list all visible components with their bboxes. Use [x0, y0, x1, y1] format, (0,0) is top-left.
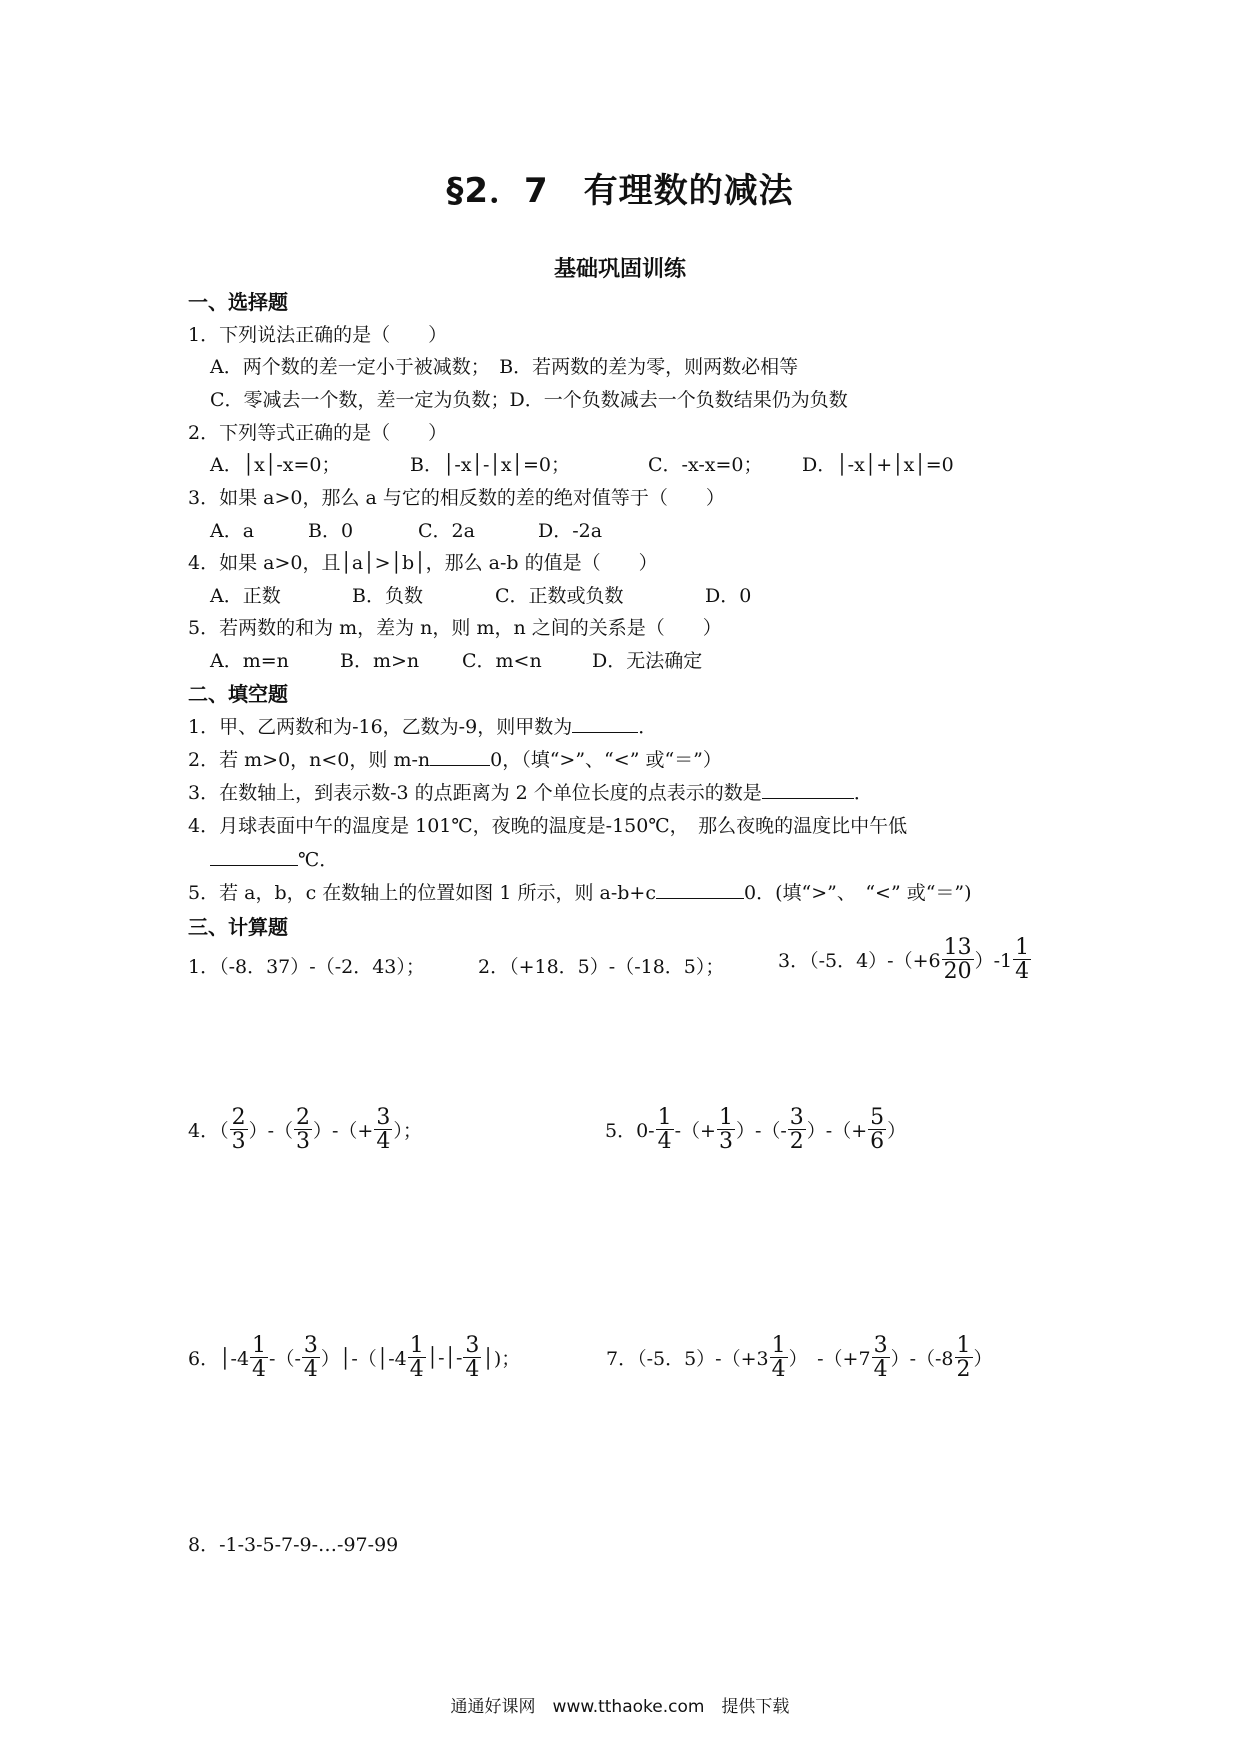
numerator: 3	[303, 1333, 318, 1358]
fraction	[408, 1334, 426, 1381]
numerator: 2	[296, 1105, 311, 1130]
fill-q4-tail: ℃．	[298, 849, 339, 871]
denominator: 6	[870, 1129, 885, 1155]
fraction	[230, 1106, 248, 1153]
fill-q2-text: 2．若 m>0，n<0，则 m-n	[188, 749, 431, 771]
denominator: 4	[1015, 959, 1030, 985]
calc-problem-3	[778, 936, 1032, 983]
choice-q5-option-d: D．无法确定	[592, 650, 703, 672]
choice-q2-option-b: B．│-x│-│x│=0；	[410, 454, 570, 476]
choice-q1-options-cd: C．零减去一个数，差一定为负数；D．一个负数减去一个负数结果仍为负数	[210, 389, 848, 411]
choice-q3-option-b: B．0	[308, 520, 354, 542]
numerator: 2	[231, 1105, 246, 1130]
choice-q3-stem: 3．如果 a>0，那么 a 与它的相反数的差的绝对值等于（ ）	[188, 487, 725, 509]
denominator: 4	[771, 1357, 786, 1383]
numerator: 1	[1015, 935, 1030, 960]
denominator: 4	[657, 1129, 672, 1155]
denominator: 4	[303, 1357, 318, 1383]
calc-p4-text: 4．（	[188, 1120, 229, 1143]
choice-q3-option-c: C．2a	[418, 520, 475, 542]
numerator: 1	[252, 1333, 267, 1358]
calc-p6-text: │-│-	[426, 1346, 463, 1369]
calc-p5-text: ）-（-	[735, 1120, 787, 1143]
fraction	[942, 936, 974, 983]
fraction	[1013, 936, 1031, 983]
calc-p5-text: 5．0-	[605, 1120, 655, 1143]
numerator: 13	[943, 935, 972, 960]
page-title: §2．7 有理数的减法	[446, 171, 794, 211]
calc-p4-text: ）-（+	[313, 1120, 374, 1143]
calc-p7-text: ）	[973, 1348, 993, 1371]
numerator: 3	[873, 1333, 888, 1358]
calc-p5-text: -（+	[674, 1120, 716, 1143]
calc-problem-6	[188, 1334, 520, 1381]
calc-p3-text: 3．（-5．4）-（+6	[778, 950, 941, 973]
section-heading-fill: 二、填空题	[188, 682, 288, 706]
fill-q1-tail: ．	[638, 716, 658, 738]
choice-q1-stem: 1．下列说法正确的是（ ）	[188, 324, 448, 346]
fraction	[770, 1334, 788, 1381]
fill-q2-tail: 0，（填“>”、“<” 或“＝”）	[490, 749, 722, 771]
answer-blank[interactable]	[656, 880, 744, 899]
numerator: 3	[465, 1333, 480, 1358]
calc-p8-text: 8．-1-3-5-7-9-…-97-99	[188, 1534, 399, 1556]
choice-q4-option-a: A．正数	[210, 585, 281, 607]
fraction	[302, 1334, 320, 1381]
numerator: 1	[657, 1105, 672, 1130]
choice-q4-option-c: C．正数或负数	[495, 585, 624, 607]
fill-q5	[188, 878, 972, 905]
calc-p6-text: 6．│-4	[188, 1348, 250, 1371]
fill-q2	[188, 745, 722, 772]
calc-p3-text: ）-1	[974, 950, 1013, 973]
calc-p6-text: ）│-（│-4	[320, 1348, 407, 1371]
section-heading-choice: 一、选择题	[188, 290, 288, 314]
fraction	[717, 1106, 735, 1153]
choice-q2-option-c: C．-x-x=0；	[648, 454, 763, 476]
numerator: 5	[870, 1105, 885, 1130]
answer-blank[interactable]	[210, 847, 298, 866]
choice-q5-stem: 5．若两数的和为 m，差为 n，则 m，n 之间的关系是（ ）	[188, 617, 722, 639]
denominator: 3	[718, 1129, 733, 1155]
choice-q5-option-b: B．m>n	[340, 650, 420, 672]
section-heading-calc: 三、计算题	[188, 915, 288, 939]
fill-q3-text: 3．在数轴上，到表示数-3 的点距离为 2 个单位长度的点表示的数是	[188, 782, 762, 804]
fill-q3-tail: ．	[853, 782, 873, 804]
calc-problem-1	[188, 952, 425, 979]
choice-q3-option-a: A．a	[210, 520, 255, 542]
calc-p1-text: 1．（-8．37）-（-2．43）；	[188, 956, 425, 978]
choice-q2-option-a: A．│x│-x=0；	[210, 454, 341, 476]
fill-q1-text: 1．甲、乙两数和为-16，乙数为-9，则甲数为	[188, 716, 573, 738]
fraction	[250, 1334, 268, 1381]
answer-blank[interactable]	[430, 747, 490, 766]
numerator: 1	[956, 1333, 971, 1358]
calc-p6-text: -（-	[269, 1348, 301, 1371]
denominator: 4	[252, 1357, 267, 1383]
choice-q2-stem: 2．下列等式正确的是（ ）	[188, 422, 448, 444]
choice-q4-option-d: D．0	[705, 585, 752, 607]
calc-p7-text: 7．（-5．5）-（+3	[606, 1348, 769, 1371]
calc-p6-text: │)；	[482, 1348, 521, 1371]
calc-problem-4	[188, 1106, 422, 1153]
calc-problem-7	[606, 1334, 993, 1381]
fraction	[868, 1106, 886, 1153]
calc-p4-text: ）-（	[248, 1120, 294, 1143]
denominator: 4	[409, 1357, 424, 1383]
fill-q5-tail: 0．(填“>”、 “<” 或“＝”)	[743, 882, 972, 904]
fraction	[374, 1106, 392, 1153]
calc-problem-5	[605, 1106, 906, 1153]
numerator: 3	[376, 1105, 391, 1130]
denominator: 4	[873, 1357, 888, 1383]
fill-q5-text: 5．若 a，b，c 在数轴上的位置如图 1 所示，则 a-b+c	[188, 882, 656, 904]
fraction	[788, 1106, 806, 1153]
denominator: 4	[376, 1129, 391, 1155]
fill-q4: 4．月球表面中午的温度是 101℃，夜晚的温度是-150℃， 那么夜晚的温度比中午低	[188, 815, 908, 837]
choice-q2-option-d: D．│-x│+│x│=0	[802, 454, 954, 476]
denominator: 4	[465, 1357, 480, 1383]
answer-blank[interactable]	[572, 714, 638, 733]
calc-p5-text: ）	[887, 1120, 907, 1143]
calc-p2-text: 2．（+18．5）-（-18．5）；	[478, 956, 725, 978]
fill-q4-cont	[210, 845, 338, 872]
fraction	[463, 1334, 481, 1381]
calc-p4-text: ）；	[393, 1120, 422, 1143]
fraction	[294, 1106, 312, 1153]
denominator: 3	[231, 1129, 246, 1155]
denominator: 20	[943, 959, 972, 985]
calc-problem-8	[188, 1530, 398, 1557]
answer-blank[interactable]	[762, 780, 854, 799]
fill-q3	[188, 778, 873, 805]
numerator: 1	[718, 1105, 733, 1130]
footer-source: 通通好课网 www.tthaoke.com 提供下载	[450, 1697, 790, 1717]
choice-q4-stem: 4．如果 a>0，且│a│>│b│，那么 a-b 的值是（ ）	[188, 552, 658, 574]
denominator: 3	[296, 1129, 311, 1155]
calc-p5-text: ）-（+	[806, 1120, 868, 1143]
choice-q4-option-b: B．负数	[352, 585, 423, 607]
numerator: 1	[409, 1333, 424, 1358]
calc-p7-text: ） -（+7	[788, 1348, 871, 1371]
calc-p7-text: ）-（-8	[890, 1348, 954, 1371]
fill-q1	[188, 712, 657, 739]
choice-q1-options-ab: A．两个数的差一定小于被减数； B．若两数的差为零，则两数必相等	[210, 356, 799, 378]
fraction	[955, 1334, 973, 1381]
choice-q3-option-d: D．-2a	[538, 520, 603, 542]
calc-problem-2	[478, 952, 724, 979]
choice-q5-option-a: A．m=n	[210, 650, 289, 672]
fraction	[872, 1334, 890, 1381]
section-subtitle: 基础巩固训练	[553, 257, 686, 282]
denominator: 2	[956, 1357, 971, 1383]
choice-q5-option-c: C．m<n	[462, 650, 542, 672]
denominator: 2	[789, 1129, 804, 1155]
fraction	[656, 1106, 674, 1153]
numerator: 1	[771, 1333, 786, 1358]
numerator: 3	[789, 1105, 804, 1130]
